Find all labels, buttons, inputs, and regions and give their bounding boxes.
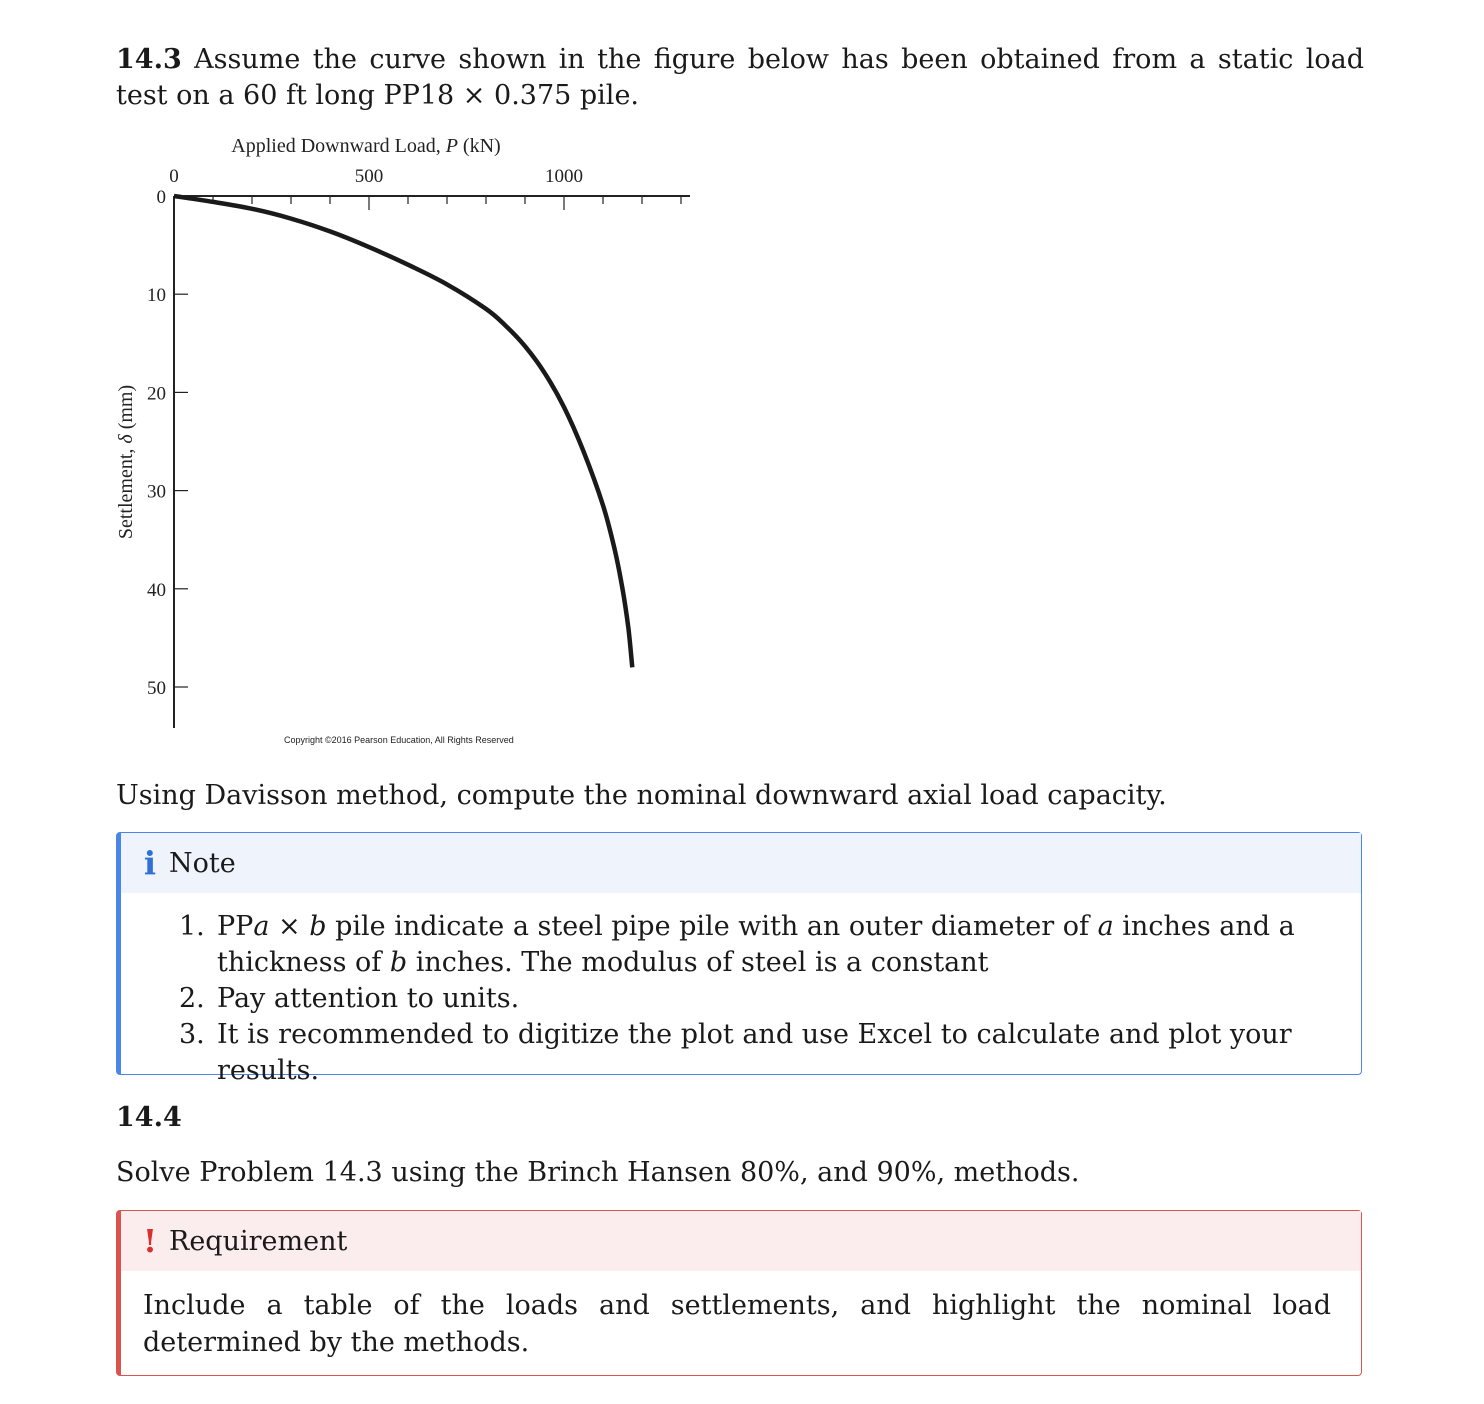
math-var: a — [253, 911, 270, 942]
math-var: b — [389, 947, 408, 978]
note-text: pile indicate a steel pipe pile with an outer diameter of — [326, 911, 1098, 942]
problem-14-4-text: Solve Problem 14.3 using the Brinch Hansen 80%, and 90%, methods. — [116, 1157, 1080, 1188]
note-item — [121, 981, 1361, 1017]
note-item — [121, 1017, 1361, 1089]
load-settlement-curve — [174, 196, 632, 667]
math-var: b — [309, 911, 327, 942]
problem-prompt: Using Davisson method, compute the nominal downward axial load capacity. — [116, 780, 1167, 811]
x-axis-title: Applied Downward Load, P (kN) — [231, 135, 501, 157]
note-item-number: 1. — [179, 911, 205, 942]
requirement-title: Requirement — [169, 1225, 348, 1257]
problem-14-4-heading: 14.4 — [116, 1102, 182, 1133]
requirement-text: Include a table of the loads and settlements, and highlight the nominal load determined by the methods. — [143, 1290, 1331, 1358]
exclamation-icon: ! — [143, 1222, 158, 1260]
note-list — [121, 893, 1361, 1089]
note-text: inches. The modulus of steel is a constant — [407, 947, 989, 978]
x-tick-label: 0 — [169, 166, 179, 187]
math-var: a — [1097, 911, 1114, 942]
y-tick-label: 50 — [147, 678, 166, 699]
problem-intro-text: Assume the curve shown in the figure below has been obtained from a static load test on a 60 ft long PP18 × 0.375 pile. — [116, 44, 1364, 111]
y-tick-label: 30 — [147, 481, 166, 503]
y-tick-label: 20 — [147, 383, 166, 405]
note-text: Pay attention to units. — [217, 983, 520, 1014]
x-tick-label: 500 — [354, 166, 384, 187]
note-header — [121, 833, 1361, 893]
note-text: It is recommended to digitize the plot and use Excel to calculate and plot your results. — [217, 1019, 1292, 1086]
y-tick-label: 40 — [147, 579, 166, 601]
problem-number: 14.3 — [116, 44, 182, 75]
note-text: PP — [217, 911, 254, 942]
note-item-number: 2. — [179, 983, 205, 1014]
y-tick-label: 10 — [147, 285, 166, 307]
load-settlement-figure — [116, 126, 716, 756]
y-axis-title: Settlement, δ (mm) — [116, 384, 137, 540]
problem-14-3-statement — [116, 42, 1364, 114]
note-callout — [116, 832, 1362, 1086]
y-tick-label: 0 — [156, 187, 166, 208]
copyright-notice: Copyright ©2016 Pearson Education, All Rights Reserved — [284, 735, 514, 745]
note-text: inches and a thickness of — [217, 911, 1295, 978]
x-tick-label: 1000 — [545, 166, 583, 187]
note-title: Note — [169, 847, 236, 879]
note-item — [121, 909, 1361, 981]
load-settlement-chart — [116, 126, 716, 756]
requirement-callout — [116, 1210, 1362, 1376]
info-icon: i — [143, 844, 157, 882]
note-item-number: 3. — [179, 1019, 205, 1050]
requirement-header — [121, 1211, 1361, 1271]
note-text: × — [269, 911, 310, 942]
